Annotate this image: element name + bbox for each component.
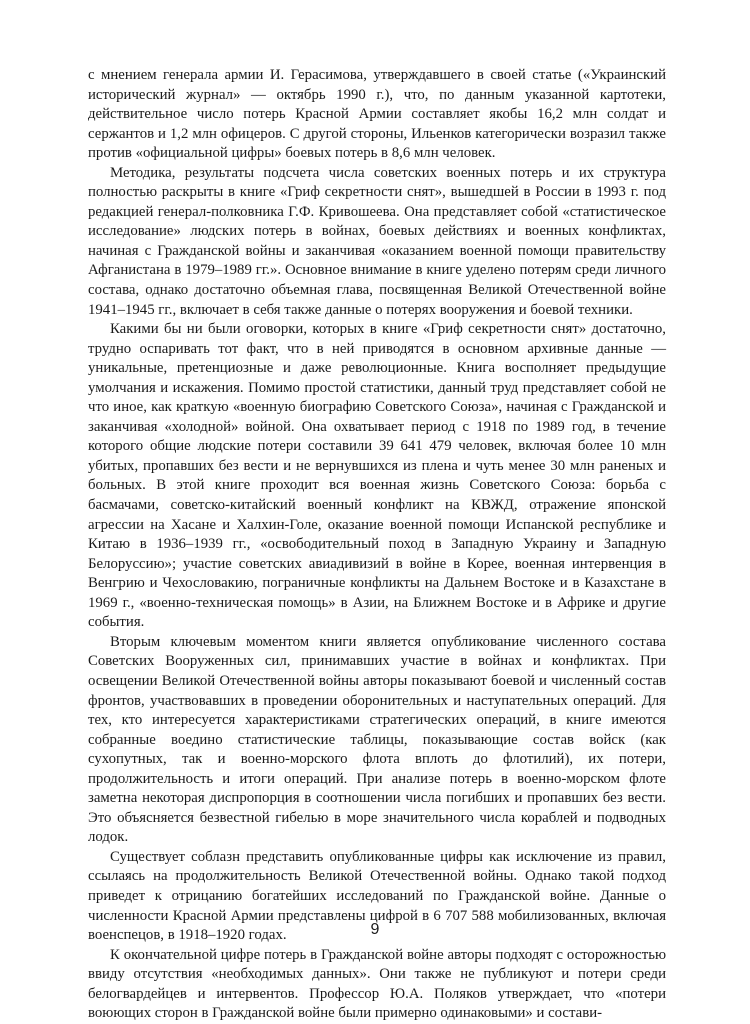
paragraph-1: с мнением генерала армии И. Герасимова, утверждавшего в своей статье («Украинский исторический журнал» — октябрь 1990 г.), что, по данным указанной картотеки, действительное число потерь Красной Армии составляет якобы 16,2 млн солдат и сержантов и 1,2 млн офицеров. С другой стороны, Ильенков категорически возразил также против «официальной цифры» боевых потерь в 8,6 млн человек. (88, 67, 666, 162)
paragraph-2: Методика, результаты подсчета числа советских военных потерь и их структура полностью раскрыты в книге «Гриф секретности снят», вышедшей в России в 1993 г. под редакцией генерал-полковника Г.Ф. Кривошеева. Она представляет собой «статистическое исследование» людских потерь в войнах, боевых действиях и военных конфликтах, начиная с Гражданской войны и заканчивая «оказанием военной помощи правительству Афганистана в 1979–1989 гг.». Основное внимание в книге уделено потерям среди личного состава, однако достаточно объемная глава, посвященная Великой Отечественной войне 1941–1945 гг., включает в себя также данные о потерях вооружения и боевой техники. (88, 164, 666, 318)
paragraph-6: К окончательной цифре потерь в Гражданской войне авторы подходят с осторожностью ввиду отсутствия «необходимых данных». Они также не публикуют и потери среди белогвардейцев и интервентов. Профессор Ю.А. Поляков утверждает, что «потери воюющих сторон в Гражданской войне были примерно одинаковыми» и состави- (88, 946, 666, 1022)
page-number: 9 (370, 921, 380, 938)
paragraph-3: Какими бы ни были оговорки, которых в книге «Гриф секретности снят» достаточно, трудно оспаривать тот факт, что в ней приводятся в основном архивные данные — уникальные, претенциозные и даже революционные. Книга восполняет предыдущие умолчания и искажения. Помимо простой статистики, данный труд представляет собой не что иное, как краткую «военную биографию Советского Союза», начиная с Гражданской и заканчивая «холодной» войной. Она охватывает период с 1918 по 1989 год, в течение которого общие людские потери составили 39 641 479 человек, включая более 10 млн убитых, пропавших без вести и не вернувшихся из плена и чуть менее 30 млн раненых и больных. В этой книге проходит вся военная жизнь Советского Союза: борьба с басмачами, советско-китайский военный конфликт на КВЖД, отражение японской агрессии на Хасане и Халхин-Голе, оказание военной помощи Испанской республике и Китаю в 1936–1939 гг., «освободительный поход в Западную Украину и Западную Белоруссию»; участие советских авиадивизий в войне в Корее, военная интервенция в Венгрию и Чехословакию, пограничные конфликты на Дальнем Востоке и в Казахстане в 1969 г., «военно-техническая помощь» в Азии, на Ближнем Востоке и в Африке и другие события. (88, 321, 666, 631)
paragraph-4: Вторым ключевым моментом книги является опубликование численного состава Советских Вооруженных сил, принимавших участие в войнах и конфликтах. При освещении Великой Отечественной войны авторы показывают боевой и численный состав фронтов, участвовавших в проведении оборонительных и наступательных операций. Для тех, кто интересуется характеристиками стратегических операций, в книге имеются собранные воедино статистические таблицы, показывающие состав войск (как сухопутных, так и военно-морского флота вплоть до флотилий), их потери, продолжительность и итоги операций. При анализе потерь в военно-морском флоте заметна некоторая диспропорция в соотношении числа погибших и пропавших без вести. Это объясняется безвестной гибелью в море значительного числа кораблей и подводных лодок. (88, 633, 666, 846)
page-body (88, 66, 666, 1024)
paragraph-5: Существует соблазн представить опубликованные цифры как исключение из правил, ссылаясь на продолжительность Великой Отечественной войны. Однако такой подход приведет к отрицанию богатейших исследований по Гражданской войне. Данные о численности Красной Армии представлены цифрой в 6 707 588 мобилизованных, включая военспецов, в 1918–1920 годах. (88, 848, 666, 944)
